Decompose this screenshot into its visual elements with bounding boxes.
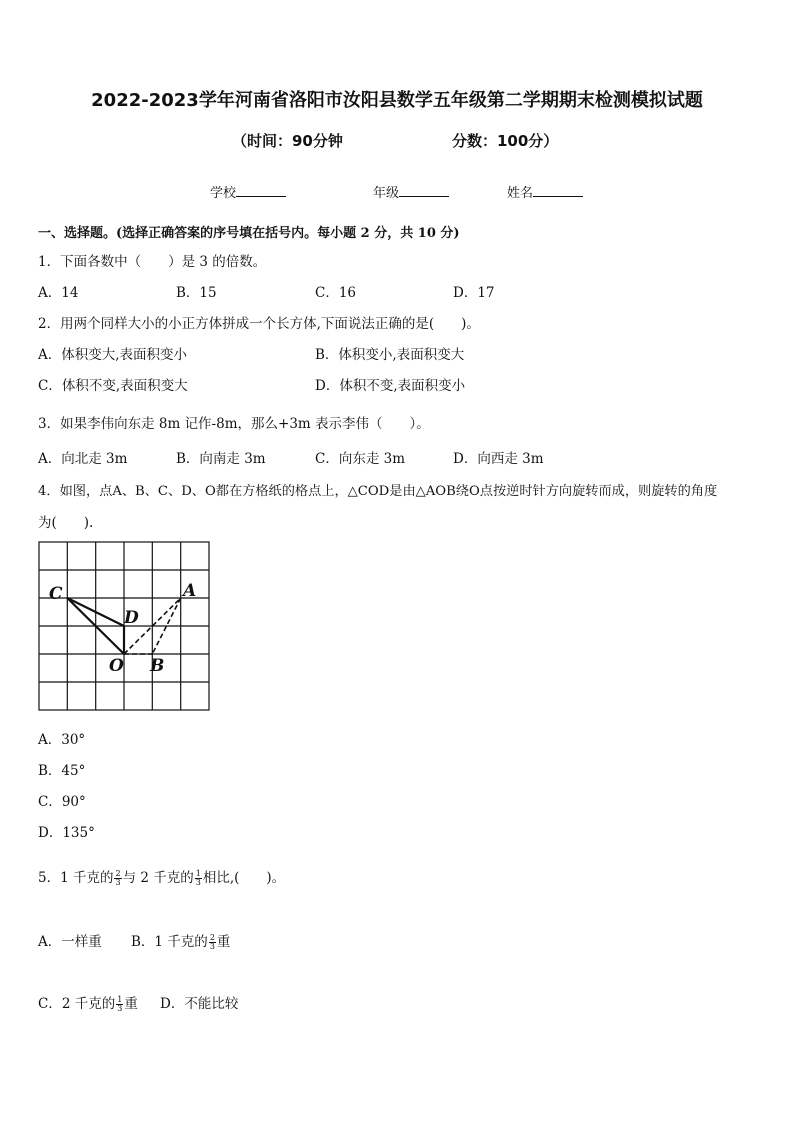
point-label-o: O	[109, 656, 124, 676]
fraction-numerator: 2	[115, 869, 121, 878]
question-2-text: 2．用两个同样大小的小正方体拼成一个长方体,下面说法正确的是( )。	[38, 316, 480, 332]
q4-option-d[interactable]: D．135°	[38, 825, 95, 841]
fraction-denominator: 3	[115, 878, 121, 887]
q5-option-b-suffix: 重	[216, 934, 231, 950]
q4-option-b[interactable]: B．45°	[38, 763, 86, 779]
q5-option-c-fraction	[116, 996, 123, 1013]
name-label: 姓名	[507, 186, 534, 201]
q1-option-d[interactable]: D．17	[453, 285, 495, 301]
fraction-numerator: 1	[117, 995, 123, 1004]
fraction-numerator: 1	[195, 869, 201, 878]
fraction-numerator: 2	[209, 933, 215, 942]
rotation-grid-figure	[38, 541, 212, 713]
q5-option-d[interactable]: D．不能比较	[160, 996, 239, 1012]
grade-field	[373, 182, 449, 201]
q5-prefix: 5．1 千克的	[38, 870, 114, 886]
q1-option-a[interactable]: A．14	[38, 285, 79, 301]
q5-fraction-2	[195, 870, 202, 887]
q1-option-b[interactable]: B．15	[176, 285, 217, 301]
q5-option-c-suffix: 重	[124, 996, 138, 1012]
q4-option-a[interactable]: A．30°	[38, 732, 86, 748]
q5-option-c-prefix: C．2 千克的	[38, 996, 116, 1012]
q2-option-b[interactable]: B．体积变小,表面积变大	[315, 347, 465, 363]
exam-score: 分数：100分）	[452, 132, 559, 150]
question-5-text	[38, 866, 285, 887]
q5-option-a[interactable]: A．一样重	[38, 934, 102, 950]
name-blank[interactable]	[533, 184, 583, 197]
name-field	[507, 182, 583, 201]
q5-suffix: 相比,( )。	[202, 870, 286, 886]
point-label-d: D	[124, 608, 139, 628]
fraction-denominator: 3	[195, 878, 201, 887]
point-label-b: B	[150, 656, 165, 676]
school-label: 学校	[210, 186, 237, 201]
q5-option-b-fraction	[209, 934, 216, 951]
q1-option-c[interactable]: C．16	[315, 285, 357, 301]
q3-option-c[interactable]: C．向东走 3m	[315, 451, 406, 467]
school-blank[interactable]	[236, 184, 286, 197]
point-label-a: A	[183, 581, 197, 601]
q2-option-a[interactable]: A．体积变大,表面积变小	[38, 347, 188, 363]
fraction-denominator: 3	[209, 942, 215, 951]
q2-option-c[interactable]: C．体积不变,表面积变大	[38, 378, 188, 394]
q3-option-d[interactable]: D．向西走 3m	[453, 451, 544, 467]
q5-middle: 与 2 千克的	[122, 870, 194, 886]
q3-option-b[interactable]: B．向南走 3m	[176, 451, 266, 467]
page-title: 2022-2023学年河南省洛阳市汝阳县数学五年级第二学期期末检测模拟试题	[91, 90, 703, 111]
section-heading: 一、选择题。(选择正确答案的序号填在括号内。每小题 2 分，共 10 分)	[38, 226, 460, 241]
q3-option-a[interactable]: A．向北走 3m	[38, 451, 128, 467]
question-1-text: 1．下面各数中（ ）是 3 的倍数。	[38, 254, 267, 270]
point-label-c: C	[49, 584, 63, 604]
exam-time: （时间：90分钟	[232, 132, 343, 150]
q5-option-b-prefix: B．1 千克的	[131, 934, 208, 950]
q5-option-b[interactable]	[131, 930, 230, 951]
school-field	[210, 182, 286, 201]
question-4-text-line2: 为( ).	[38, 515, 94, 531]
q5-option-c[interactable]	[38, 992, 138, 1013]
q4-option-c[interactable]: C．90°	[38, 794, 86, 810]
question-3-text: 3．如果李伟向东走 8m 记作-8m，那么+3m 表示李伟（ ）。	[38, 416, 430, 432]
grade-blank[interactable]	[399, 184, 449, 197]
grade-label: 年级	[373, 186, 400, 201]
fraction-denominator: 3	[117, 1004, 123, 1013]
q2-option-d[interactable]: D．体积不变,表面积变小	[315, 378, 466, 394]
q5-fraction-1	[114, 870, 121, 887]
question-4-text-line1: 4．如图，点A、B、C、D、O都在方格纸的格点上，△COD是由△AOB绕O点按逆时针方向旋转而成，则旋转的角度	[38, 484, 718, 499]
